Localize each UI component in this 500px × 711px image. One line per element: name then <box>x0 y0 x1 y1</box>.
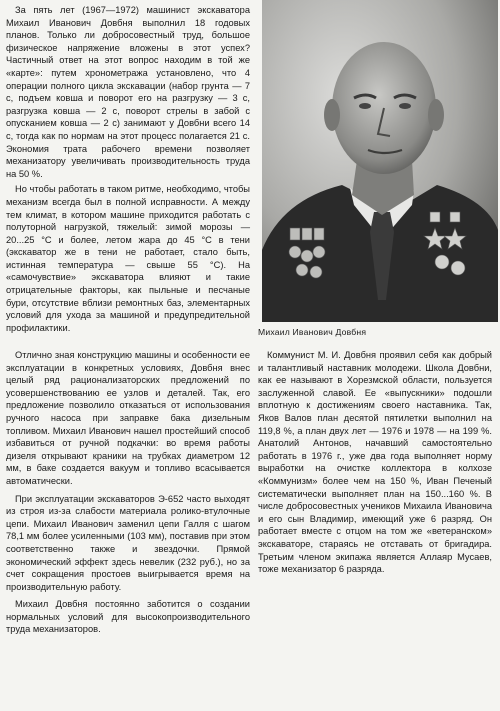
article-column-right-bottom <box>258 349 492 579</box>
article-column-left-bottom <box>6 349 250 639</box>
article-column-left-top <box>6 4 250 337</box>
paragraph: Михаил Довбня постоянно заботится о создании нормальных условий для высокопроизводительного труда механизаторов. <box>6 599 250 635</box>
paragraph: При эксплуатации экскаваторов Э-652 часто выходят из строя из-за слабости материала ролико-втулочные цепи. Михаил Иванович заменил цепи Галля с шагом 78,1 мм более усиленными (103 мм), поставив при этом соответственно также и звездочки. Прямой экономический эффект здесь невелик (232 руб.), но за счет сокращения простоев выигрывается время на производительную работу. <box>6 493 250 592</box>
portrait-photo <box>262 0 498 322</box>
paragraph: Но чтобы работать в таком ритме, необходимо, чтобы механизм всегда был в полной исправности. А между тем климат, в котором машине приходится работать с полуторной нагрузкой, тяжелый: зимой морозы — 20...25 °С и более, летом жара до 45 °С в тени (экскаватор же в тени не работает, стало быть, истинная температура — свыше 55 °С). На «самочувствие» экскаватора влияют и такие отрицательные факторы, как пыльные и песчаные бури, отсутствие вблизи ремонтных баз, элементарных условий для ухода за машиной и предупредительной профилактики. <box>6 184 250 333</box>
paragraph: Отлично зная конструкцию машины и особенности ее эксплуатации в конкретных условиях, Довбня внес целый ряд рационализаторских предложений по усовершенствованию ее узлов и деталей. Так, его предложение позволило отказаться от использования ручного насоса при заправке бака дизельным топливом. Михаил Иванович нашел простейший способ избавиться от ручной подкачки: во время работы дизеля открывают краники на трубках диаметром 12 мм, в баке создается вакуум и топливо всасывается автоматически. <box>6 350 250 486</box>
paragraph: Коммунист М. И. Довбня проявил себя как добрый и талантливый наставник молодежи. Школа Довбни, как ее называют в Хорезмской области, пользуется заслуженной славой. Ее «выпускники» подошли вплотную к достижениям своего наставника. Так, Яков Валов план десятой пятилетки выполнил на 119,8 %, а план двух лет — 1976 и 1978 — на 199 %. Анатолий Антонов, начавший самостоятельно работать в 1976 г., уже два года выполняет норму выработки на очистке коллектора в колхозе «Коммунизм» более чем на 150 %, Иван Печеный систематически выполняет план на 150...160 %. В числе добросовестных учеников Михаила Ивановича и его сын Владимир, имеющий уже 6 разряд. Он работает вместе с отцом на том же «ветеранском» экскаваторе, стараясь не отставать от бригадира. Третьим членом экипажа является Аллаяр Мусаев, тоже механизатор 6 разряда. <box>258 350 492 575</box>
paragraph: За пять лет (1967—1972) машинист экскаватора Михаил Иванович Довбня выполнил 18 годовых планов. Только ли добросовестный труд, большое физическое напряжение вложены в этот успех? Частичный ответ на этот вопрос находим в той же «карте»: путем хронометража установлено, что 4 операции полного цикла экскавации (набор грунта — 7 с, подъем ковша и поворот его на разгрузку — 3 с, разгрузка ковша — 2 с, поворот стрелы в забой с опусканием ковша — 2 с) занимают у Довбни всего 14 с, тогда как по нормам на этот процесс полагается 21 с. Экономия трата рабочего времени позволяет механизатору увеличивать производительность труда на 50 %. <box>6 5 250 179</box>
photo-caption: Михаил Иванович Довбня <box>258 327 367 337</box>
